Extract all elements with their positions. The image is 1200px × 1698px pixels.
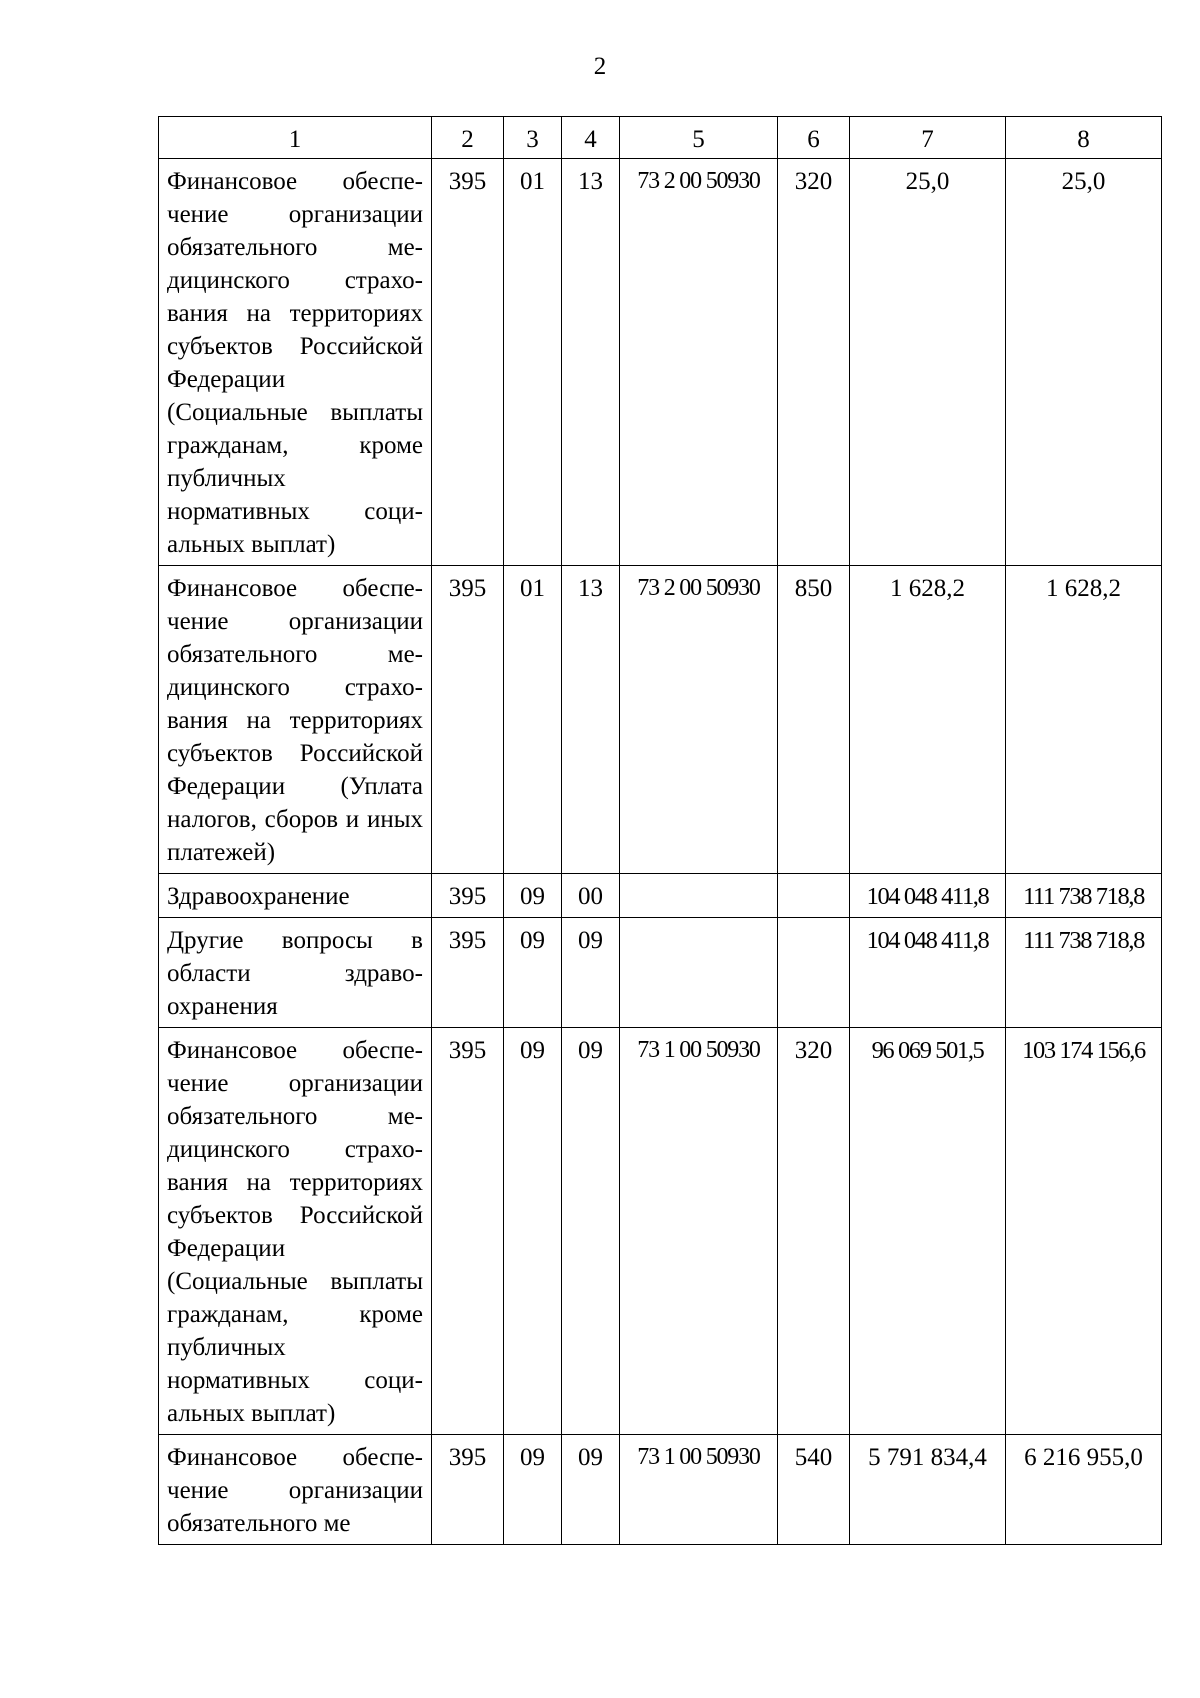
expense-type-code: 320 <box>778 1028 850 1435</box>
amount-col7: 104 048 411,8 <box>850 874 1006 918</box>
expense-type-code: 540 <box>778 1435 850 1545</box>
expense-type-code: 320 <box>778 159 850 566</box>
section-code: 09 <box>504 1435 562 1545</box>
row-name: Финансовое обеспечение организации обязательного медицинского страхования на территориях субъектов Российской Федерации (Социальные выплаты гражданам, кроме публичных нормативных социальных выплат) <box>159 159 432 566</box>
subsection-code: 13 <box>562 159 620 566</box>
amount-col7: 5 791 834,4 <box>850 1435 1006 1545</box>
section-code: 01 <box>504 566 562 874</box>
amount-col7: 1 628,2 <box>850 566 1006 874</box>
subsection-code: 09 <box>562 1435 620 1545</box>
header-cell: 1 <box>159 117 432 159</box>
header-cell: 2 <box>432 117 504 159</box>
table-row <box>159 566 1162 874</box>
table-header-row <box>159 117 1162 159</box>
grbs-code: 395 <box>432 566 504 874</box>
amount-col7: 104 048 411,8 <box>850 918 1006 1028</box>
grbs-code: 395 <box>432 874 504 918</box>
subsection-code: 09 <box>562 918 620 1028</box>
amount-col7: 96 069 501,5 <box>850 1028 1006 1435</box>
amount-col8: 1 628,2 <box>1006 566 1162 874</box>
amount-col7: 25,0 <box>850 159 1006 566</box>
target-article-code <box>620 874 778 918</box>
table-row <box>159 918 1162 1028</box>
row-name: Финансовое обеспечение организации обязательного медицинского страхования на территориях субъектов Российской Федерации (Социальные выплаты гражданам, кроме публичных нормативных социальных выплат) <box>159 1028 432 1435</box>
target-article-code: 73 2 00 50930 <box>620 566 778 874</box>
header-cell: 7 <box>850 117 1006 159</box>
row-name: Финансовое обеспечение организации обязательного медицинского страхования на территориях субъектов Российской Федерации (Уплата налогов, сборов и иных платежей) <box>159 566 432 874</box>
expense-type-code <box>778 918 850 1028</box>
budget-table <box>158 116 1162 1545</box>
target-article-code: 73 1 00 50930 <box>620 1435 778 1545</box>
header-cell: 3 <box>504 117 562 159</box>
grbs-code: 395 <box>432 159 504 566</box>
expense-type-code <box>778 874 850 918</box>
section-code: 09 <box>504 874 562 918</box>
table-row <box>159 159 1162 566</box>
expense-type-code: 850 <box>778 566 850 874</box>
amount-col8: 6 216 955,0 <box>1006 1435 1162 1545</box>
amount-col8: 111 738 718,8 <box>1006 874 1162 918</box>
target-article-code: 73 2 00 50930 <box>620 159 778 566</box>
section-code: 01 <box>504 159 562 566</box>
grbs-code: 395 <box>432 1028 504 1435</box>
row-name: Другие вопросы в области здравоохранения <box>159 918 432 1028</box>
row-name: Финансовое обеспечение организации обязательного ме <box>159 1435 432 1545</box>
header-cell: 6 <box>778 117 850 159</box>
table-row <box>159 874 1162 918</box>
subsection-code: 09 <box>562 1028 620 1435</box>
section-code: 09 <box>504 918 562 1028</box>
row-name: Здравоохранение <box>159 874 432 918</box>
amount-col8: 111 738 718,8 <box>1006 918 1162 1028</box>
table-row <box>159 1028 1162 1435</box>
header-cell: 8 <box>1006 117 1162 159</box>
header-cell: 4 <box>562 117 620 159</box>
header-cell: 5 <box>620 117 778 159</box>
amount-col8: 25,0 <box>1006 159 1162 566</box>
subsection-code: 00 <box>562 874 620 918</box>
grbs-code: 395 <box>432 1435 504 1545</box>
subsection-code: 13 <box>562 566 620 874</box>
grbs-code: 395 <box>432 918 504 1028</box>
section-code: 09 <box>504 1028 562 1435</box>
target-article-code <box>620 918 778 1028</box>
table-row <box>159 1435 1162 1545</box>
amount-col8: 103 174 156,6 <box>1006 1028 1162 1435</box>
target-article-code: 73 1 00 50930 <box>620 1028 778 1435</box>
page-number: 2 <box>593 53 607 80</box>
